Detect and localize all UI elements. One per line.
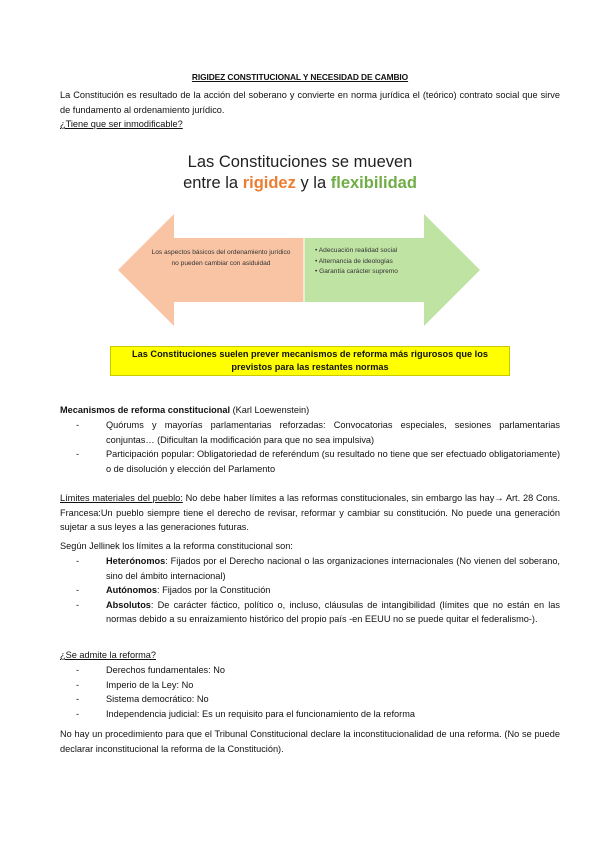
flexibilidad-list — [315, 246, 455, 278]
document-title: RIGIDEZ CONSTITUCIONAL Y NECESIDAD DE CAMBIO — [191, 72, 409, 82]
question-inmodificable: ¿Tiene que ser inmodificable? — [60, 119, 183, 129]
admite-list — [60, 663, 560, 721]
list-item: - Derechos fundamentales: No — [76, 665, 225, 675]
highlight-banner: Las Constituciones suelen prever mecanismos de reforma más rigurosos que los previstos para las restantes normas — [110, 346, 510, 376]
infographic — [0, 148, 600, 378]
list-item: - Absolutos: De carácter fáctico, político o, incluso, cláusulas de intangibilidad (límites que no están en las normas debido a su enraizamiento histórico del propio país -en EEUU no se puede quitar el federalismo-). — [76, 599, 560, 625]
list-item: - Quórums y mayorías parlamentarias reforzadas: Convocatorias especiales, sesiones parlamentarias conjuntas… (Dificultan la modificación para que no sea impulsiva) — [76, 420, 560, 445]
rigidez-word: rigidez — [242, 174, 296, 192]
list-item: • Adecuación realidad social — [315, 246, 455, 257]
mecanismos-heading: Mecanismos de reforma constitucional (Karl Loewenstein) — [60, 405, 310, 415]
question-admite: ¿Se admite la reforma? — [60, 650, 156, 660]
mecanismos-list — [60, 418, 560, 476]
list-item: - Autónomos: Fijados por la Constitución — [76, 585, 271, 596]
list-item: • Garantía carácter supremo — [315, 267, 455, 278]
infographic-title: Las Constituciones se mueven entre la rigidez y la flexibilidad — [183, 153, 417, 192]
list-item: • Alternancia de ideologías — [315, 257, 455, 268]
list-item: - Independencia judicial: Es un requisito para el funcionamiento de la reforma — [76, 708, 415, 719]
flexibilidad-word: flexibilidad — [330, 174, 417, 192]
list-item: - Imperio de la Ley: No — [76, 679, 194, 690]
rigidez-description: Los aspectos básicos del ordenamiento jurídico no pueden cambiar con asiduidad — [151, 249, 291, 267]
jellinek-list — [60, 554, 560, 627]
left-arrow-rigidez — [118, 214, 304, 326]
list-item: - Sistema democrático: No — [76, 694, 209, 705]
jellinek-intro: Según Jellinek los límites a la reforma constitucional son: — [60, 541, 293, 551]
list-item: - Participación popular: Obligatoriedad de referéndum (su resultado no tiene que ser efectuado obligatoriamente) o de disolución y elección del Parlamento — [76, 449, 560, 474]
closing-paragraph: No hay un procedimiento para que el Tribunal Constitucional declare la inconstitucionalidad de una reforma. (No se puede declarar inconstitucional la reforma de la Constitución). — [60, 729, 560, 754]
limites-paragraph: Límites materiales del pueblo: No debe haber límites a las reformas constitucionales, sin embargo las hay→ Art. 28 Cons. Francesa:Un pueblo siempre tiene el derecho de revisar, reformar y cambiar su constitución. No puede una generación sujetar a sus leyes a las generaciones futuras. — [60, 493, 560, 533]
list-item: - Heterónomos: Fijados por el Derecho nacional o las organizaciones internacionales (No vienen del soberano, sino del ámbito internacional) — [76, 556, 560, 581]
intro-paragraph: La Constitución es resultado de la acción del soberano y convierte en norma jurídica el (teórico) contrato social que sirve de fundamento al ordenamiento jurídico. — [60, 90, 560, 115]
